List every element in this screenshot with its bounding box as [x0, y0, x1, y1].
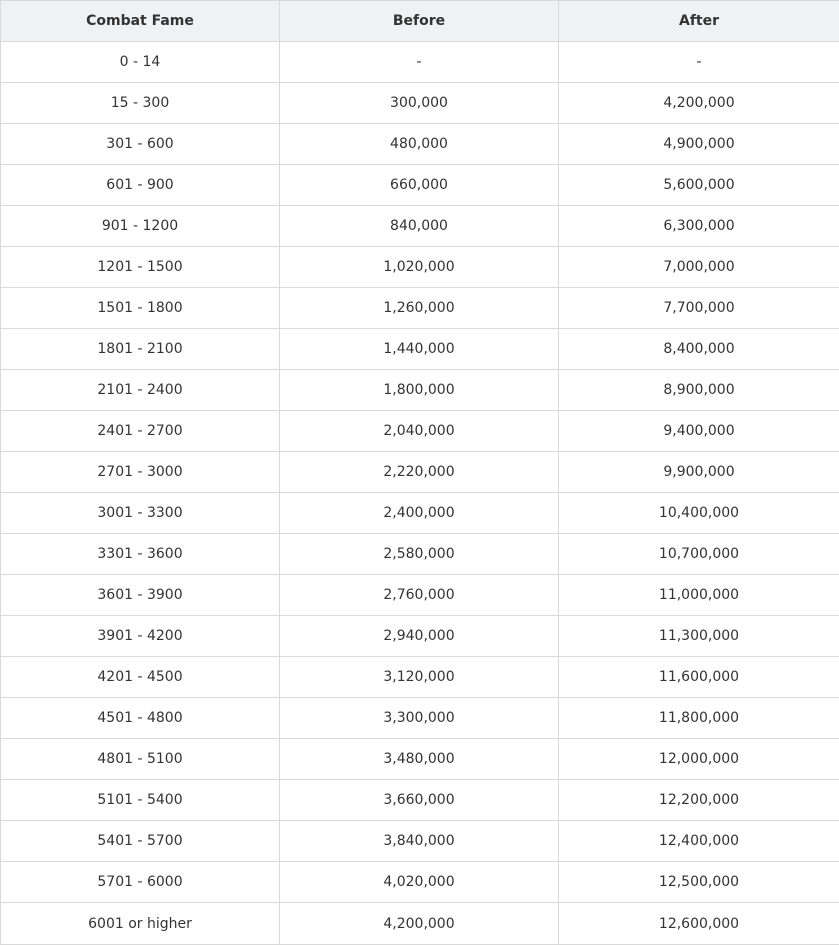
cell-before: 4,200,000 [280, 903, 559, 945]
table-row [1, 329, 839, 370]
table-body [1, 42, 839, 945]
cell-after: 11,000,000 [559, 575, 839, 616]
cell-combat-fame: 1201 - 1500 [1, 247, 280, 288]
table-row [1, 616, 839, 657]
cell-combat-fame: 3001 - 3300 [1, 493, 280, 534]
cell-combat-fame: 15 - 300 [1, 83, 280, 124]
cell-after: - [559, 42, 839, 83]
table-row [1, 534, 839, 575]
cell-before: 3,660,000 [280, 780, 559, 821]
cell-combat-fame: 5101 - 5400 [1, 780, 280, 821]
cell-after: 12,400,000 [559, 821, 839, 862]
cell-before: 2,400,000 [280, 493, 559, 534]
cell-combat-fame: 2401 - 2700 [1, 411, 280, 452]
cell-combat-fame: 1501 - 1800 [1, 288, 280, 329]
cell-combat-fame: 5401 - 5700 [1, 821, 280, 862]
table-row [1, 780, 839, 821]
cell-after: 5,600,000 [559, 165, 839, 206]
cell-after: 8,900,000 [559, 370, 839, 411]
cell-before: 300,000 [280, 83, 559, 124]
cell-before: 4,020,000 [280, 862, 559, 903]
cell-before: 1,800,000 [280, 370, 559, 411]
cell-after: 12,500,000 [559, 862, 839, 903]
cell-combat-fame: 3901 - 4200 [1, 616, 280, 657]
table-row [1, 862, 839, 903]
table-row [1, 288, 839, 329]
table-row [1, 493, 839, 534]
table-row [1, 903, 839, 945]
cell-before: 660,000 [280, 165, 559, 206]
cell-after: 7,700,000 [559, 288, 839, 329]
cell-after: 12,000,000 [559, 739, 839, 780]
cell-before: 840,000 [280, 206, 559, 247]
table-row [1, 575, 839, 616]
table-row [1, 452, 839, 493]
table-row [1, 698, 839, 739]
table-row [1, 165, 839, 206]
cell-before: 3,300,000 [280, 698, 559, 739]
cell-combat-fame: 2101 - 2400 [1, 370, 280, 411]
cell-after: 10,400,000 [559, 493, 839, 534]
cell-combat-fame: 301 - 600 [1, 124, 280, 165]
cell-before: 2,760,000 [280, 575, 559, 616]
cell-combat-fame: 5701 - 6000 [1, 862, 280, 903]
cell-before: 3,120,000 [280, 657, 559, 698]
cell-after: 11,800,000 [559, 698, 839, 739]
header-combat-fame: Combat Fame [1, 1, 280, 42]
table-row [1, 83, 839, 124]
cell-after: 12,600,000 [559, 903, 839, 945]
cell-after: 8,400,000 [559, 329, 839, 370]
header-before: Before [280, 1, 559, 42]
table-row [1, 657, 839, 698]
cell-combat-fame: 4201 - 4500 [1, 657, 280, 698]
cell-before: 3,480,000 [280, 739, 559, 780]
cell-combat-fame: 601 - 900 [1, 165, 280, 206]
cell-combat-fame: 2701 - 3000 [1, 452, 280, 493]
cell-before: 2,940,000 [280, 616, 559, 657]
cell-before: 2,040,000 [280, 411, 559, 452]
table-row [1, 206, 839, 247]
cell-after: 9,900,000 [559, 452, 839, 493]
cell-before: - [280, 42, 559, 83]
cell-combat-fame: 3601 - 3900 [1, 575, 280, 616]
cell-after: 11,300,000 [559, 616, 839, 657]
table-row [1, 247, 839, 288]
cell-after: 10,700,000 [559, 534, 839, 575]
cell-combat-fame: 901 - 1200 [1, 206, 280, 247]
cell-before: 1,020,000 [280, 247, 559, 288]
table-row [1, 370, 839, 411]
header-row [1, 1, 839, 42]
table-header [1, 1, 839, 42]
cell-combat-fame: 4501 - 4800 [1, 698, 280, 739]
table-row [1, 124, 839, 165]
cell-before: 480,000 [280, 124, 559, 165]
table-row [1, 739, 839, 780]
cell-combat-fame: 1801 - 2100 [1, 329, 280, 370]
cell-after: 9,400,000 [559, 411, 839, 452]
cell-combat-fame: 6001 or higher [1, 903, 280, 945]
cell-combat-fame: 3301 - 3600 [1, 534, 280, 575]
cell-before: 1,260,000 [280, 288, 559, 329]
cell-before: 2,580,000 [280, 534, 559, 575]
cell-combat-fame: 4801 - 5100 [1, 739, 280, 780]
cell-before: 1,440,000 [280, 329, 559, 370]
cell-before: 2,220,000 [280, 452, 559, 493]
cell-after: 11,600,000 [559, 657, 839, 698]
cell-after: 6,300,000 [559, 206, 839, 247]
cell-after: 4,900,000 [559, 124, 839, 165]
table-row [1, 42, 839, 83]
table-row [1, 411, 839, 452]
cell-before: 3,840,000 [280, 821, 559, 862]
cell-combat-fame: 0 - 14 [1, 42, 280, 83]
header-after: After [559, 1, 839, 42]
cell-after: 7,000,000 [559, 247, 839, 288]
table-row [1, 821, 839, 862]
cell-after: 12,200,000 [559, 780, 839, 821]
cell-after: 4,200,000 [559, 83, 839, 124]
